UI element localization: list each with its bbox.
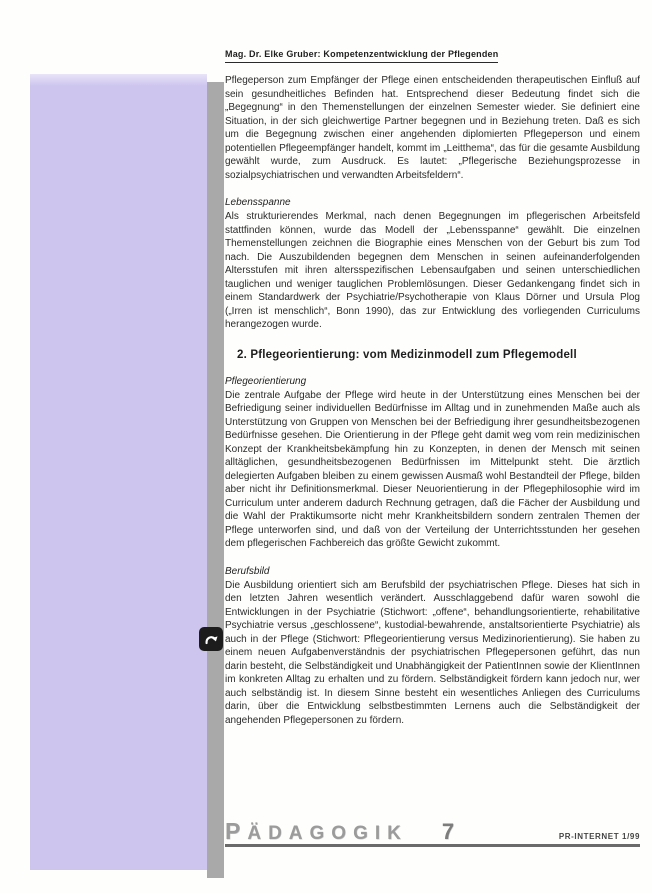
chapter-heading: 2. Pflegeorientierung: vom Medizinmodell zum Pflegemodell: [237, 348, 577, 361]
curved-arrow-icon[interactable]: [199, 627, 223, 651]
journal-section-label: PÄDAGOGIK: [225, 818, 408, 844]
subheading-pflegeorientierung: Pflegeorientierung: [225, 375, 307, 387]
page-footer: [225, 810, 640, 847]
paragraph-berufsbild: Die Ausbildung orientiert sich am Berufsbild der psychiatrischen Pflege. Dieses hat sich in den letzten Jahren wesentlich verändert. Ausschlaggebend dafür waren sowohl die Entwicklungen in der Psychiatrie (Stichwort: „offene“, behandlungsorientierte, rehabilitative Psychiatrie versus „geschlossene“, kustodial-bewahrende, anstaltsorientierte Psychiatrie) als auch in der Pflege (Stichwort: Pflegeorientierung versus Medizinorientierung). Sie haben zu einem neuen Aufgabenverständnis der psychiatrischen Pflegepersonen geführt, das nun darin besteht, die Selbständigkeit und Unabhängigkeit der PatientInnen sowie der KlientInnen im konkreten Alltag zu erhalten und zu fördern. Selbständigkeit fördern kann jedoch nur, wer auch selbständig ist. In diesem Sinne besteht ein wesentliches Anliegen des Curriculums darin, über die Entwicklung selbstbestimmten Lernens auch die Selbständigkeit der angehenden Pflegepersonen zu fördern.: [225, 579, 640, 726]
subheading-lebensspanne: Lebensspanne: [225, 197, 291, 208]
decorative-sidebar-panel: [30, 74, 207, 870]
article-column: [225, 44, 640, 804]
sidebar-panel-shadow: [207, 82, 224, 878]
paragraph-intro: Pflegeperson zum Empfänger der Pflege einen entscheidenden therapeutischen Einfluß auf sein gesundheitliches Befinden hat. Entsprechend dieser Bedeutung findet sich die „Begegnung“ in den Themenstellungen der einzelnen Semester wieder. Sie definiert eine Situation, in der sich gleichwertige Partner begegnen und in Beziehung treten. Daß es sich um die Begegnung zwischen einer angehenden diplomierten Pflegeperson und einem potentiellen Pflegeempfänger handelt, kommt im „Leitthema“, das für die gesamte Ausbildung gewählt wurde, zum Ausdruck. Es lautet: „Pflegerische Beziehungsprozesse in sozialpsychiatrischen und verwandten Arbeitsfeldern“.: [225, 75, 640, 181]
subheading-berufsbild: Berufsbild: [225, 565, 270, 577]
paragraph-lebensspanne: Als strukturierendes Merkmal, nach denen Begegnungen im pflegerischen Arbeitsfeld stattfinden können, wurde das Modell der „Lebensspanne“ gewählt. Die einzelnen Themenstellungen zeichnen die Biographie eines Menschen von der Geburt bis zum Tod nach. Die Auszubildenden begegnen dem Menschen in seinen aufeinanderfolgenden Altersstufen mit ihren altersspezifischen Lebensaufgaben und seinen unterschiedlichen tauglichen und weniger tauglichen Problemlösungen. Dieser Gedankengang findet sich in einem Standardwerk der Psychiatrie/Psychotherapie von Klaus Dörner und Ursula Plog („Irren ist menschlich“, Bonn 1990), das zur Entwicklung des vorliegenden Curriculums herangezogen wurde.: [225, 211, 640, 330]
paragraph-pflegeorientierung: Die zentrale Aufgabe der Pflege wird heute in der Unterstützung eines Menschen bei der Befriedigung seiner individuellen Bedürfnisse im Alltag und in zunehmenden Maße auch als Unterstützung von Gruppen von Menschen bei der Befriedigung ihrer gesundheitsbezogenen Bedürfnisse gesehen. Die Orientierung in der Pflege geht damit weg vom rein medizinischen Konzept der Krankheitsbekämpfung hin zu Konzepten, in denen der Mensch mit seinen alltäglichen, gesundheitsbezogenen Bedürfnissen im Mittelpunkt steht. Die ärztlich delegierten Aufgaben bleiben zu einem gewissen Ausmaß wohl Bestandteil der Pflege, bilden aber nicht ihr Definitionsmerkmal. Dieser Neuorientierung in der Pflegephilosophie wird im Curriculum unter anderem dadurch Rechnung getragen, daß die Fächer der Ausbildung und die Wahl der Praktikumsorte nicht mehr Krankheitsbildern sondern zentralen Themen der Pflege unterworfen sind, und daß von der Verteilung der Unterrichtsstunden her gesehen dem pflegerischen Fachbereich das größte Gewicht zukommt.: [225, 389, 640, 549]
issue-label: PR-INTERNET 1/99: [558, 832, 640, 841]
running-header-author-line: Mag. Dr. Elke Gruber: Kompetenzentwicklung der Pflegenden: [225, 49, 498, 63]
page-number: 7: [441, 819, 455, 844]
